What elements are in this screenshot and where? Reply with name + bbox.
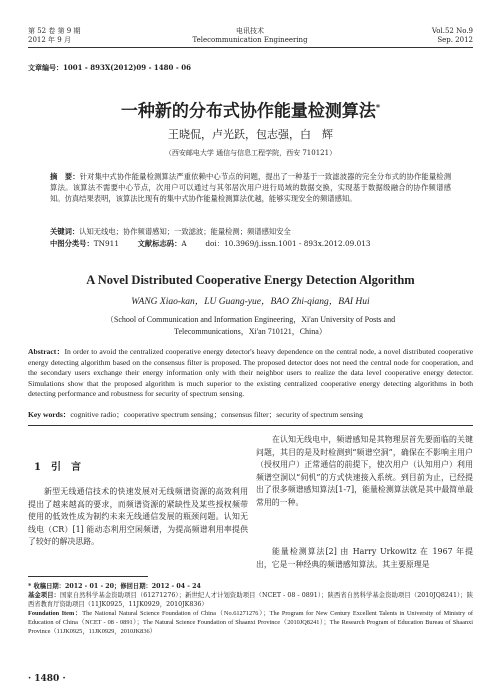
keywords-cn-label: 关键词： — [50, 227, 80, 236]
classification-line — [50, 239, 451, 249]
footnote-fund-en-text: The National Natural Science Foundation of China（No.61271276）；The Program for New Century Excellent Talents in University of Ministry of Education of China（NCET - 08 - 0891）；The Natural Science Foundation of Shaanxi Province（2010JQ8241）；The Research Program of Education Bureau of Shaanxi Province（11JK0925，11JK0929，2010JK836） — [28, 610, 474, 635]
footnote-fund-cn-text: 国家自然科学基金资助项目（61271276）；新世纪人才计划资助项目（NCET - 08 - 0891）；陕西省自然科学基金资助项目（2010JQ8241）；陕西省教育厅资助项目（11JK0925，11JK0929，2010JK836） — [28, 592, 474, 608]
abstract-en — [28, 347, 473, 400]
class-value: TN911 — [93, 239, 119, 248]
affiliation-en — [40, 314, 461, 338]
header-date-en: Sep. 2012 — [437, 36, 473, 44]
paper-title-cn — [28, 96, 473, 123]
intro-paragraph-right-1: 在认知无线电中，频谱感知是其物理层首先要面临的关键问题，其目的是及时检测到“频谱空洞”，确保在不影响主用户（授权用户）正常通信的前提下，使次用户（认知用户）利用频谱空洞以“伺机”的方式快速接入系统。到目前为止，已经提出了很多频谱感知算法[1-7]，能量检测算法就是其中最简单最常用的一种。 — [256, 435, 473, 507]
article-number: 文章编号：1001 - 893X(2012)09 - 1480 - 06 — [28, 63, 191, 72]
header-left — [28, 27, 81, 45]
abstract-cn-text: 针对集中式协作能量检测算法严重依赖中心节点的问题，提出了一种基于一致滤波器的完全分布式的协作能量检测算法。该算法不需要中心节点，次用户可以通过与其邻居次用户进行局域的数据交换，实现基于数据级融合的协作频谱感知。仿真结果表明，该算法比现有的集中式协作能量检测算法优越，能够实现安全的频谱感知。 — [50, 172, 452, 203]
doccode-label: 文献标志码： — [137, 239, 182, 248]
title-footnote-mark: * — [375, 102, 381, 112]
affiliation-en-line1: （School of Communication and Information Engineering，Xi'an University of Posts and — [105, 315, 396, 324]
abstract-cn — [50, 171, 451, 204]
class-label: 中图分类号： — [50, 239, 94, 248]
page-number: · 1480 · — [28, 674, 66, 684]
doi-text: doi：10.3969/j.issn.1001 - 893x.2012.09.013 — [205, 239, 371, 248]
header-date-cn: 2012 年 9 月 — [28, 36, 71, 44]
doccode-value: A — [181, 239, 187, 248]
keywords-en — [28, 410, 473, 421]
intro-paragraph-right-2: 能量检测算法[2] 由 Harry Urkowitz 在 1967 年提出，它是一种经典的频谱感知算法。其主要原理是 — [256, 547, 473, 569]
header-journal-cn: 电讯技术 — [236, 27, 264, 35]
footnote-fund-en-label: Foundation Item： — [28, 610, 83, 617]
abstract-en-label: Abstract： — [28, 347, 65, 356]
footnotes — [28, 582, 473, 636]
paper-title-en: A Novel Distributed Cooperative Energy Detection Algorithm — [86, 273, 415, 287]
keywords-en-label: Key words： — [28, 410, 71, 419]
keywords-en-text: cognitive radio；cooperative spectrum sensing；consensus filter；security of spectrum sensing — [70, 410, 363, 419]
header-volume-cn: 第 52 卷 第 9 期 — [28, 27, 81, 35]
authors-cn: 王晓侃，卢光跃，包志强，白 辉 — [168, 128, 333, 141]
footnote-fund-en — [28, 609, 473, 636]
title-cn-text: 一种新的分布式协作能量检测算法 — [120, 101, 376, 122]
header-volume-en: Vol.52 No.9 — [431, 27, 473, 35]
section-heading-introduction: 1 引 言 — [34, 462, 81, 473]
footnote-fund-cn-label: 基金项目： — [28, 592, 61, 599]
affiliation-cn: （西安邮电大学 通信与信息工程学院，西安 710121） — [164, 149, 337, 157]
header-right — [432, 27, 473, 45]
abstract-rule — [28, 425, 473, 426]
abstract-cn-label: 摘 要： — [50, 172, 80, 181]
header-journal-en: Telecommunication Engineering — [192, 36, 308, 44]
authors-en: WANG Xiao-kan，LU Guang-yue，BAO Zhi-qiang，BAI Hui — [131, 297, 370, 307]
footnote-fund-cn — [28, 591, 473, 609]
footnote-rule — [28, 576, 148, 577]
keywords-cn — [50, 227, 451, 237]
keywords-cn-text: 认知无线电；协作频谱感知；一致滤波；能量检测；频谱感知安全 — [79, 227, 291, 236]
affiliation-en-line2: Telecommunications，Xi'an 710121，China） — [174, 327, 327, 336]
header-rule — [28, 47, 473, 48]
footnote-received: * 收稿日期：2012 - 01 - 20；修回日期：2012 - 04 - 24 — [28, 583, 201, 590]
intro-paragraph-left: 新型无线通信技术的快速发展对无线频谱资源的高效利用提出了越来越高的要求，而频谱资源的紧缺性及某些授权频带使用的低效性成为制约未来无线通信发展的瓶颈问题。认知无线电（CR）[1] 能动态利用空闲频谱，为提高频谱利用率提供了较好的解决思路。 — [28, 487, 248, 546]
abstract-en-text: In order to avoid the centralized cooperative energy detector's heavy dependence on the central node, a novel distributed cooperative energy detecting algorithm based on the consensus filter is proposed. The proposed detector does not need the central node for cooperation, and the secondary users exchange their energy information only with their neighbor users to realize the data level cooperative energy detector. Simulations show that the proposed algorithm is much superior to the existing centralized cooperative energy detecting algorithms in both detecting performance and robustness for security of spectrum sensing. — [28, 347, 473, 398]
header-center — [150, 27, 350, 45]
